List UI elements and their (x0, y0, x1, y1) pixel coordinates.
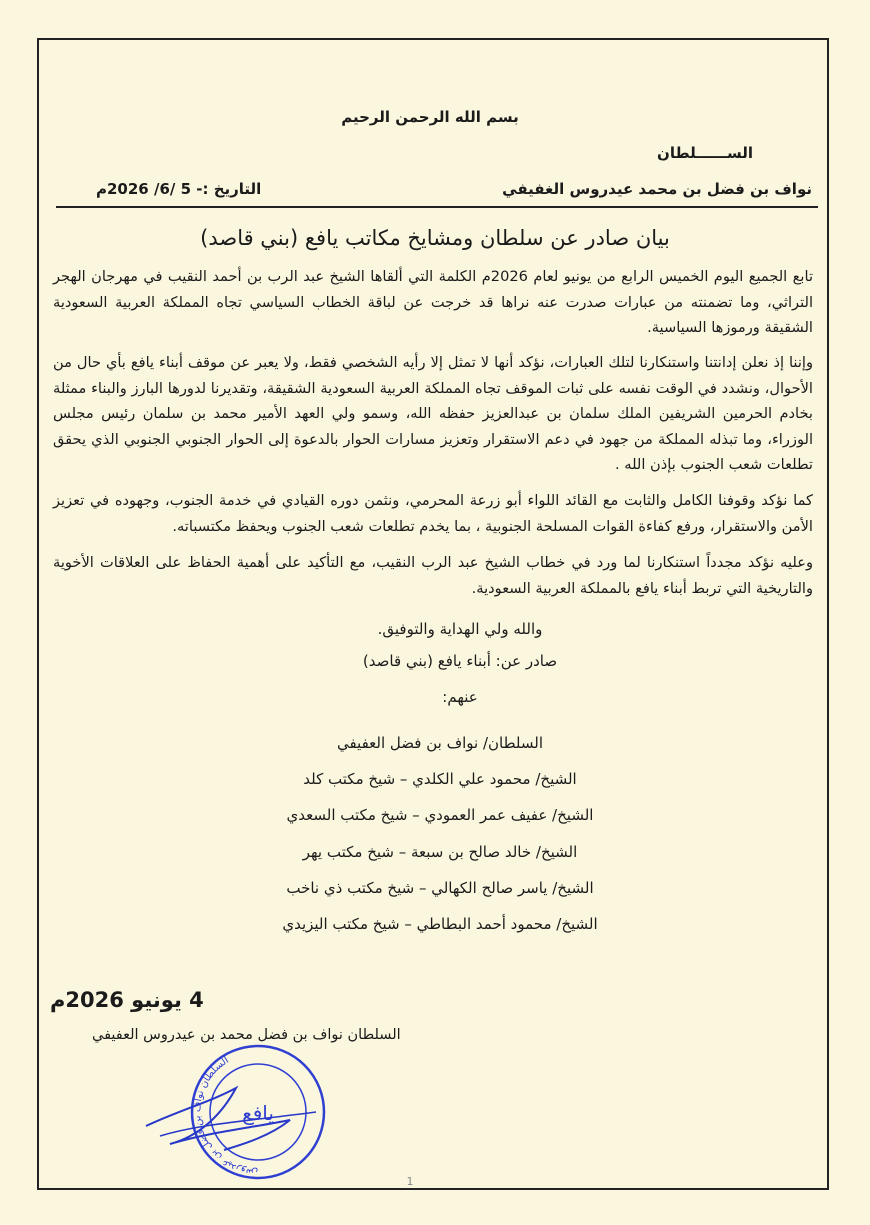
signatory: الشيخ/ خالد صالح بن سبعة – شيخ مكتب يهر (302, 842, 578, 861)
paragraph: وعليه نؤكد مجدداً استنكارنا لما ورد في خطاب الشيخ عبد الرب النقيب، مع التأكيد على أهمية الحفاظ على العلاقات الأخوية والتاريخية التي تربط أبناء يافع بالمملكة العربية السعودية. (53, 554, 813, 597)
sultan-title: الســــــلطان (657, 144, 753, 162)
document-title: بيان صادر عن سلطان ومشايخ مكاتب يافع (بني قاصد) (200, 226, 670, 250)
on-behalf-label: عنهم: (442, 688, 478, 706)
official-stamp (140, 1040, 340, 1180)
page-number: 1 (406, 1175, 414, 1188)
paragraph: كما نؤكد وقوفنا الكامل والثابت مع القائد اللواء أبو زرعة المحرمي، ونثمن دوره القيادي في خدمة الجنوب، وجهوده في تعزيز الأمن والاستقرار، ورفع كفاءة القوات المسلحة الجنوبية ، بما يخدم تطلعات شعب الجنوب ويحفظ مكتسباته. (53, 492, 813, 535)
issued-by: صادر عن: أبناء يافع (بني قاصد) (362, 652, 558, 670)
footer-date: 4 يونيو 2026م (50, 988, 204, 1012)
basmala: بسم الله الرحمن الرحيم (341, 108, 519, 126)
stamp-ring-text: السلطان نواف بن فضل بن عيدروس (191, 1054, 259, 1179)
signatory: الشيخ/ ياسر صالح الكهالي – شيخ مكتب ذي ناخب (286, 878, 594, 897)
header-date: التاريخ :- 5 /6/ 2026م (96, 180, 262, 198)
signatory: الشيخ/ محمود أحمد البطاطي – شيخ مكتب اليزيدي (282, 914, 598, 933)
signatory: السلطان/ نواف بن فضل العفيفي (336, 734, 544, 752)
signatories-list (260, 725, 620, 942)
signatory: الشيخ/ عفيف عمر العمودي – شيخ مكتب السعدي (286, 806, 594, 825)
signature-name: السلطان نواف بن فضل محمد بن عيدروس العفيفي (92, 1027, 401, 1043)
paragraph: وإننا إذ نعلن إدانتنا واستنكارنا لتلك العبارات، نؤكد أنها لا تمثل إلا رأيه الشخصي فقط، ولا يعبر عن موقف أبناء يافع بأي حال من الأحوال، ونشدد في الوقت نفسه على ثبات الموقف تجاه المملكة العربية السعودية الشقيقة، وتقديرنا لدورها البارز والبناء ممثلة بخادم الحرمين الشريفين الملك سلمان بن عبدالعزيز حفظه الله، وسمو ولي العهد الأمير محمد بن سلمان رئيس مجلس الوزراء، وما تبذله المملكة من جهود في دعم الاستقرار وتعزيز مسارات الحوار بالدعوة إلى الحوار الجنوبي الجنوبي الذي يحقق تطلعات شعب الجنوب بإذن الله . (53, 354, 813, 473)
stamp-center-text: يافع (242, 1101, 274, 1125)
header-name: نواف بن فضل بن محمد عيدروس الغفيفي (502, 180, 812, 198)
header-divider (56, 206, 818, 208)
document-border (37, 38, 829, 1190)
paragraph: تابع الجميع اليوم الخميس الرابع من يونيو لعام 2026م الكلمة التي ألقاها الشيخ عبد الرب بن أحمد النقيب في مهرجان الهجر التراثي، وما تضمنته من عبارات صدرت عنه نراها قد خرجت عن لباقة الخطاب السياسي تجاه المملكة العربية السعودية الشقيقة ورموزها السياسية. (53, 268, 814, 336)
signatory: الشيخ/ محمود علي الكلدي – شيخ مكتب كلد (303, 770, 577, 789)
signature-stroke (160, 1112, 316, 1136)
closing-line: والله ولي الهداية والتوفيق. (377, 620, 543, 638)
